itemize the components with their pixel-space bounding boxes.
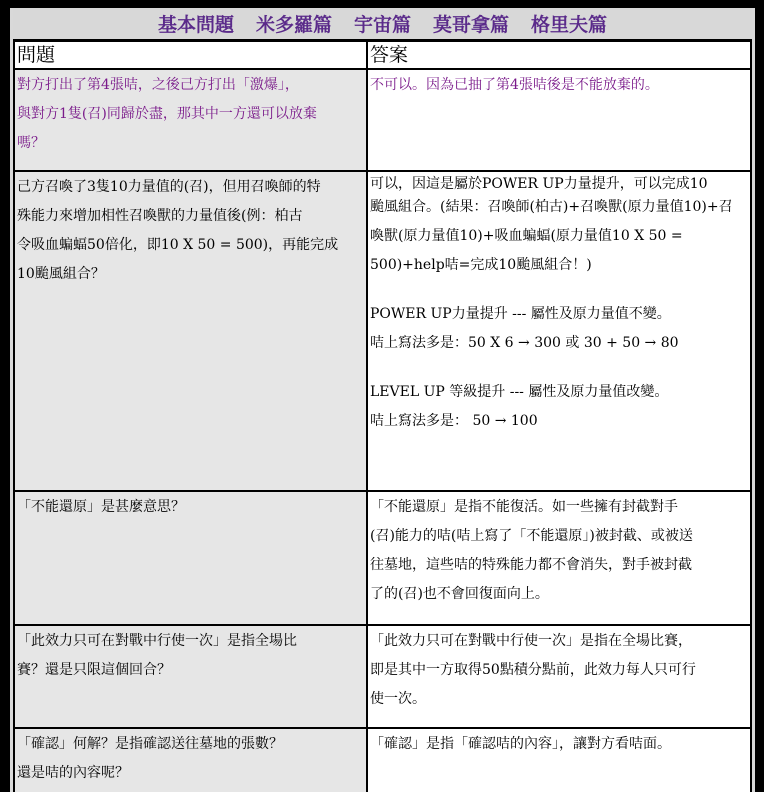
answer-header: 答案 [367, 41, 751, 69]
nav-link-midoro[interactable]: 米多羅篇 [255, 14, 332, 36]
answer-line: 即是其中一方取得50點積分點前，此效力每人只可行 [370, 662, 696, 678]
question-line: 與對方1隻(召)同歸於盡，那其中一方還可以放棄 [17, 106, 317, 122]
answer-line: 「此效力只可在對戰中行使一次」是指在全場比賽， [370, 633, 692, 649]
answer-cell [367, 69, 751, 171]
answer-line: 可以，因這是屬於POWER UP力量提升，可以完成10 [370, 176, 708, 192]
question-line: 令吸血蝙蝠50倍化，即10 X 50 = 500)，再能完成 [17, 237, 339, 253]
faq-table [13, 40, 752, 792]
question-line: 「確認」何解？是指確認送往墓地的張數？ [17, 736, 283, 752]
answer-line: 500)+help咭=完成10颱風組合！) [370, 257, 592, 273]
question-line: 「不能還原」是甚麼意思？ [17, 499, 185, 515]
question-line: 己方召喚了3隻10力量值的(召)，但用召喚師的特 [17, 179, 321, 195]
nav-link-space[interactable]: 宇宙篇 [353, 14, 411, 36]
page [10, 8, 755, 792]
table-row [14, 491, 751, 625]
blank-line [370, 358, 748, 378]
question-line: 「此效力只可在對戰中行使一次」是指全場比 [17, 633, 297, 649]
answer-line: 「確認」是指「確認咭的內容」，讓對方看咭面。 [370, 736, 671, 752]
question-cell [14, 171, 367, 491]
table-row [14, 171, 751, 491]
nav-link-mogna[interactable]: 莫哥拿篇 [433, 14, 510, 36]
question-cell [14, 625, 367, 728]
answer-line: 咭上寫法多是：50 X 6 → 300 或 30 + 50 → 80 [370, 335, 679, 351]
question-line: 殊能力來增加相性召喚獸的力量值後(例：柏古 [17, 208, 303, 224]
answer-line: 使一次。 [370, 691, 426, 707]
answer-line: 往墓地，這些咭的特殊能力都不會消失，對手被封截 [370, 557, 692, 573]
table-row [14, 625, 751, 728]
answer-line: 咭上寫法多是： 50 → 100 [370, 413, 538, 429]
question-line: 賽？還是只限這個回合？ [17, 662, 171, 678]
nav-link-griff[interactable]: 格里夫篇 [531, 14, 608, 36]
answer-line: (召)能力的咭(咭上寫了「不能還原」)被封截、或被送 [370, 528, 693, 544]
question-cell [14, 69, 367, 171]
answer-line: LEVEL UP 等級提升 --- 屬性及原力量值改變。 [370, 384, 669, 400]
answer-cell [367, 491, 751, 625]
question-line: 還是咭的內容呢？ [17, 765, 129, 781]
question-header: 問題 [14, 41, 367, 69]
answer-line: POWER UP力量提升 --- 屬性及原力量值不變。 [370, 306, 671, 322]
answer-line: 喚獸(原力量值10)+吸血蝙蝠(原力量值10 X 50 = [370, 228, 683, 244]
question-line: 對方打出了第4張咭，之後己方打出「激爆」， [17, 77, 299, 93]
answer-cell [367, 625, 751, 728]
table-header-row [14, 41, 751, 69]
table-row [14, 728, 751, 792]
answer-cell [367, 171, 751, 491]
answer-line: 「不能還原」是指不能復活。如一些擁有封截對手 [370, 499, 678, 515]
nav-link-basic[interactable]: 基本問題 [157, 14, 234, 36]
top-nav [13, 8, 752, 40]
question-cell [14, 728, 367, 792]
question-line: 10颱風組合？ [17, 266, 105, 282]
answer-cell [367, 728, 751, 792]
question-line: 嗎？ [17, 135, 45, 151]
answer-line: 不可以。因為已抽了第4張咭後是不能放棄的。 [370, 77, 659, 93]
table-row [14, 69, 751, 171]
answer-line: 颱風組合。(結果：召喚師(柏古)+召喚獸(原力量值10)+召 [370, 199, 733, 215]
answer-line: 了的(召)也不會回復面向上。 [370, 586, 549, 602]
question-cell [14, 491, 367, 625]
blank-line [370, 280, 748, 300]
